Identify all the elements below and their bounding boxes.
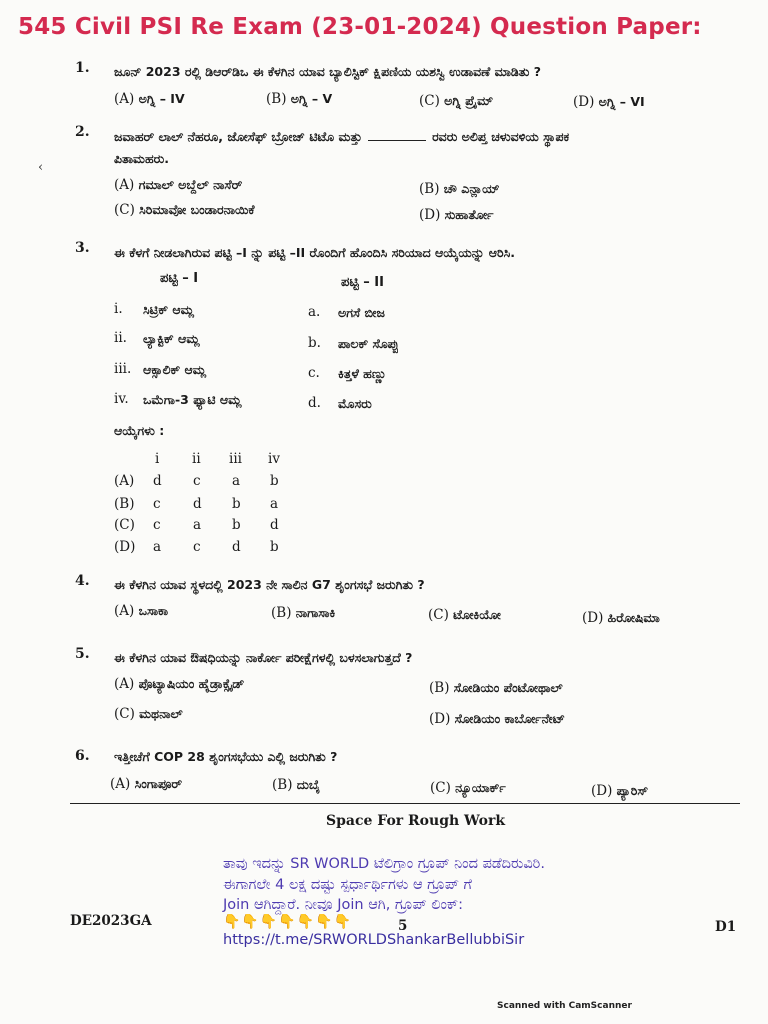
q1-option-c: (C) ಅಗ್ನಿ ಪ್ರೈಮ್	[419, 93, 494, 109]
question-5-text: ಈ ಕೆಳಗಿನ ಯಾವ ಔಷಧಿಯನ್ನು ನಾರ್ಕೋ ಪರೀಕ್ಷೆಗಳಲ್ಲಿ ಬಳಸಲಾಗುತ್ತದೆ ?	[114, 650, 413, 665]
list-1-item-ii: ಲ್ಯಾಕ್ಟಿಕ್ ಆಮ್ಲ	[143, 331, 200, 346]
page-banner-title: 545 Civil PSI Re Exam (23-01-2024) Question Paper:	[18, 14, 702, 40]
scanned-watermark: Scanned with CamScanner	[497, 1001, 632, 1011]
question-1-number: 1.	[75, 60, 90, 76]
grid-cell: c	[193, 539, 201, 555]
grid-cell: c	[153, 496, 161, 512]
list-1-heading: ಪಟ್ಟಿ – I	[160, 271, 199, 286]
question-5-number: 5.	[75, 646, 90, 662]
grid-row-letter: (C)	[114, 517, 135, 533]
question-2-text-line2: ಪಿತಾಮಹರು.	[114, 151, 169, 166]
grid-cell: b	[270, 539, 279, 555]
list-2-label-d: d.	[308, 395, 321, 411]
grid-cell: c	[153, 517, 161, 533]
q4-option-a: (A) ಒಸಾಕಾ	[114, 603, 169, 619]
q2-option-b: (B) ಚೌ ಎನ್ಲಾಯ್	[419, 181, 500, 197]
question-3-number: 3.	[75, 240, 90, 256]
q5-option-c: (C) ಮಥನಾಲ್	[114, 706, 183, 722]
list-1-label-iv: iv.	[114, 391, 129, 407]
pointing-down-emoji-row: 👇👇👇👇👇👇👇	[223, 914, 353, 930]
question-1-text: ಜೂನ್ 2023 ರಲ್ಲಿ ಡಿಆರ್‌ಡಿಒ ಈ ಕೆಳಗಿನ ಯಾವ ಬ್ಯಾಲಿಸ್ಟಿಕ್ ಕ್ಷಿಪಣಿಯ ಯಶಸ್ವಿ ಉಡಾವಣೆ ಮಾಡಿತು ?	[114, 64, 541, 79]
rough-work-label: Space For Rough Work	[326, 813, 506, 829]
grid-head: ii	[192, 451, 201, 467]
list-1-item-iv: ಒಮೆಗಾ-3 ಫ್ಯಾಟಿ ಆಮ್ಲ	[143, 392, 242, 407]
question-4-number: 4.	[75, 573, 90, 589]
grid-row-letter: (A)	[114, 473, 135, 489]
grid-cell: d	[153, 473, 162, 489]
list-2-item-d: ಮೊಸರು	[338, 396, 372, 411]
q1-option-b: (B) ಅಗ್ನಿ – V	[266, 91, 333, 107]
q2-option-a: (A) ಗಮಾಲ್ ಅಬ್ದೆಲ್ ನಾಸೆರ್	[114, 177, 243, 193]
grid-cell: b	[270, 473, 279, 489]
list-1-label-iii: iii.	[114, 361, 132, 377]
question-3-text: ಈ ಕೆಳಗೆ ನೀಡಲಾಗಿರುವ ಪಟ್ಟಿ –I ನ್ನು ಪಟ್ಟಿ –II ರೊಂದಿಗೆ ಹೊಂದಿಸಿ ಸರಿಯಾದ ಆಯ್ಕೆಯನ್ನು ಆರಿಸಿ.	[114, 245, 515, 260]
list-1-label-ii: ii.	[114, 330, 127, 346]
grid-row-letter: (B)	[114, 496, 135, 512]
q1-option-d: (D) ಅಗ್ನಿ – VI	[573, 94, 645, 110]
stray-mark: ‹	[38, 160, 44, 175]
promo-line-3: Join ಆಗಿದ್ದಾರೆ. ನೀವೂ Join ಆಗಿ, ಗ್ರೂಪ್ ಲಿಂಕ್:	[223, 897, 464, 913]
grid-head: iii	[229, 451, 242, 467]
list-2-item-a: ಅಗಸೆ ಬೀಜ	[338, 305, 385, 320]
list-2-label-b: b.	[308, 335, 321, 351]
q4-option-d: (D) ಹಿರೋಷಿಮಾ	[582, 610, 660, 626]
list-1-label-i: i.	[114, 301, 123, 317]
list-1-item-i: ಸಿಟ್ರಿಕ್ ಆಮ್ಲ	[143, 302, 195, 317]
question-2-text: ಜವಾಹರ್ ಲಾಲ್ ನೆಹರೂ, ಜೋಸೆಫ್ ಬ್ರೋಜ್ ಟಿಟೊ ಮತ್ತು ರವರು ಅಲಿಪ್ತ ಚಳುವಳಿಯ ಸ್ಥಾಪಕ	[114, 129, 570, 144]
q2-option-c: (C) ಸಿರಿಮಾವೋ ಬಂಡಾರನಾಯಿಕೆ	[114, 202, 255, 218]
list-2-label-c: c.	[308, 365, 320, 381]
q5-option-d: (D) ಸೋಡಿಯಂ ಕಾರ್ಬೋನೇಟ್	[429, 711, 565, 727]
telegram-link-container	[223, 932, 524, 948]
grid-cell: d	[270, 517, 279, 533]
page-number: 5	[398, 918, 408, 934]
question-2-number: 2.	[75, 124, 90, 140]
grid-cell: b	[232, 496, 241, 512]
grid-row-letter: (D)	[114, 539, 136, 555]
q5-option-a: (A) ಪೊಟ್ಯಾಷಿಯಂ ಹೈಡ್ರಾಕ್ಸೈಡ್	[114, 676, 245, 692]
q4-option-b: (B) ನಾಗಾಸಾಕಿ	[271, 605, 336, 621]
grid-head: iv	[268, 451, 280, 467]
list-2-item-b: ಪಾಲಕ್ ಸೊಪ್ಪು	[338, 336, 399, 351]
q1-option-a: (A) ಅಗ್ನಿ – IV	[114, 91, 185, 107]
promo-line-1: ತಾವು ಇದನ್ನು SR WORLD ಟೆಲಿಗ್ರಾಂ ಗ್ರೂಪ್ ನಿಂದ ಪಡೆದಿರುವಿರಿ.	[223, 856, 545, 872]
grid-cell: b	[232, 517, 241, 533]
promo-line-2: ಈಗಾಗಲೇ 4 ಲಕ್ಷ ದಷ್ಟು ಸ್ಪರ್ಧಾರ್ಥಿಗಳು ಆ ಗ್ರೂಪ್ ಗೆ	[223, 877, 472, 893]
list-1-item-iii: ಆಕ್ಸಾಲಿಕ್ ಆಮ್ಲ	[143, 362, 207, 377]
q4-option-c: (C) ಟೋಕಿಯೋ	[428, 607, 501, 623]
rough-work-divider	[70, 803, 740, 804]
grid-cell: d	[193, 496, 202, 512]
grid-head: i	[155, 451, 160, 467]
question-4-text: ಈ ಕೆಳಗಿನ ಯಾವ ಸ್ಥಳದಲ್ಲಿ 2023 ನೇ ಸಾಲಿನ G7 ಶೃಂಗಸಭೆ ಜರುಗಿತು ?	[114, 577, 425, 592]
q6-option-b: (B) ದುಬೈ	[272, 777, 320, 793]
q2-option-d: (D) ಸುಹಾರ್ತೋ	[419, 207, 494, 223]
grid-cell: a	[153, 539, 162, 555]
grid-cell: a	[270, 496, 279, 512]
grid-cell: c	[193, 473, 201, 489]
q5-option-b: (B) ಸೋಡಿಯಂ ಪೆಂಟೋಥಾಲ್	[429, 680, 563, 696]
q6-option-c: (C) ನ್ಯೂಯಾರ್ಕ್	[430, 780, 506, 796]
fill-in-blank	[368, 140, 426, 141]
grid-cell: a	[193, 517, 202, 533]
q6-option-a: (A) ಸಿಂಗಾಪೂರ್	[110, 776, 183, 792]
list-2-heading: ಪಟ್ಟಿ – II	[341, 275, 384, 290]
telegram-link[interactable]: https://t.me/SRWORLDShankarBellubbiSir	[223, 932, 525, 948]
question-6-text: ಇತ್ತೀಚೆಗೆ COP 28 ಶೃಂಗಸಭೆಯು ಎಲ್ಲಿ ಜರುಗಿತು ?	[114, 749, 338, 764]
q6-option-d: (D) ಪ್ಯಾರಿಸ್	[591, 783, 649, 799]
choices-label: ಆಯ್ಕೆಗಳು :	[114, 423, 165, 438]
paper-code: DE2023GA	[70, 913, 152, 929]
question-6-number: 6.	[75, 748, 90, 764]
set-code: D1	[715, 919, 737, 935]
list-2-item-c: ಕಿತ್ತಳೆ ಹಣ್ಣು	[338, 366, 387, 381]
grid-cell: d	[232, 539, 241, 555]
grid-cell: a	[232, 473, 241, 489]
list-2-label-a: a.	[308, 304, 321, 320]
